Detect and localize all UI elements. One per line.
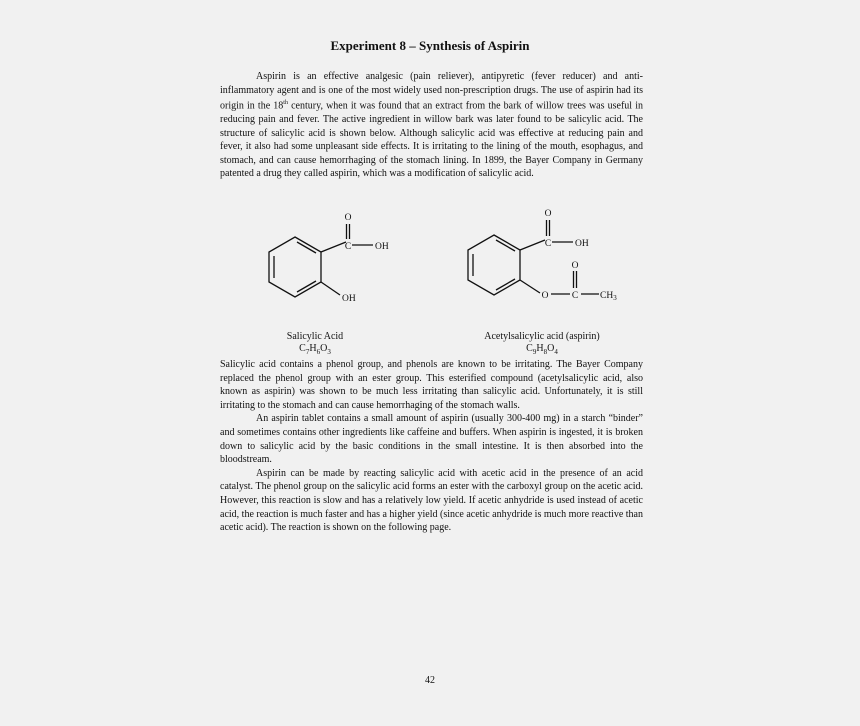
aspirin-methyl-text: CH xyxy=(600,291,614,301)
aspirin-structure xyxy=(462,206,632,306)
salicylic-caption xyxy=(255,331,375,358)
aspirin-formula: $C_9H_8O_4$ xyxy=(526,343,558,356)
intro-paragraph xyxy=(220,70,643,181)
intro-text-end: century, when it was found that an extract from the bark of willow trees was useful in reducing pain and fever. The active ingredient in willow bark was later found to be salicylic acid. The structure of salicylic acid is shown below. Although salicylic acid was effective at reducing pain and fever, it also had some unpleasant side effects. It is irritating to the lining of the mouth, esophagus, and stomach, and can cause hemorrhaging of the stomach lining. In 1899, the Bayer Company in Germany patented a drug they called aspirin, which was a modification of salicylic acid. xyxy=(220,100,644,180)
aspirin-caption xyxy=(462,331,622,358)
salicylic-name: Salicylic Acid xyxy=(286,331,344,342)
salicylic-formula: $C_7H_6O_3$ xyxy=(299,343,331,356)
document-title: Experiment 8 – Synthesis of Aspirin xyxy=(330,38,530,53)
intro-superscript: th xyxy=(283,100,288,107)
salicylic-acid-structure xyxy=(262,208,392,308)
aspirin-carbon-label: C xyxy=(544,239,552,249)
page-number: 42 xyxy=(425,675,435,686)
aspirin-methyl-label xyxy=(600,291,617,302)
paragraph-phenol: Salicylic acid contains a phenol group, and phenols are known to be irritating. The Bayer Company replaced the phenol group with an ester group. This esterified compound (acetylsalicylic acid, also known as aspirin) was shown to be much less irritating than salicylic acid. Unfortunately, it is still irritating to the stomach and can cause hemorrhaging of the stomach walls. xyxy=(220,359,643,411)
body-text xyxy=(220,358,643,535)
aspirin-ester-carbon-label: C xyxy=(571,291,579,301)
aspirin-hydroxyl-label: OH xyxy=(575,239,589,249)
salicylic-hydroxyl-label: OH xyxy=(375,242,389,252)
aspirin-ester-o-label: O xyxy=(541,291,549,301)
paragraph-synthesis: Aspirin can be made by reacting salicylic acid with acetic acid in the presence of an acid catalyst. The phenol group on the salicylic acid forms an ester with the carboxyl group on the acetic acid. However, this reaction is slow and has a relatively low yield. If acetic anhydride is used instead of acetic acid, the reaction is much faster and has a higher yield (since acetic anhydride is much more reactive than acetic acid). The reaction is shown on the following page. xyxy=(220,467,643,534)
salicylic-phenol-label: OH xyxy=(342,294,356,304)
intro-text-start: Aspirin is an effective analgesic (pain reliever), antipyretic (fever reducer) and anti-inflammatory agent and is one of the most widely used non-prescription drugs. The use of aspirin had its origin in the 18 xyxy=(220,71,643,112)
paragraph-tablet: An aspirin tablet contains a small amount of aspirin (usually 300-400 mg) in a starch “binder” and sometimes contains other ingredients like caffeine and buffers. When aspirin is ingested, it is broken down to salicylic acid by the basic conditions in the small intestine. It is then absorbed into the bloodstream. xyxy=(220,413,643,466)
salicylic-carbon-label: C xyxy=(344,242,352,252)
aspirin-ester-carbonyl-o-label: O xyxy=(571,261,579,271)
aspirin-methyl-subscript: 3 xyxy=(613,294,617,302)
aspirin-name: Acetylsalicylic acid (aspirin) xyxy=(484,331,600,342)
aspirin-carbonyl-o-label: O xyxy=(544,209,552,219)
salicylic-carbonyl-o-label: O xyxy=(344,213,352,223)
